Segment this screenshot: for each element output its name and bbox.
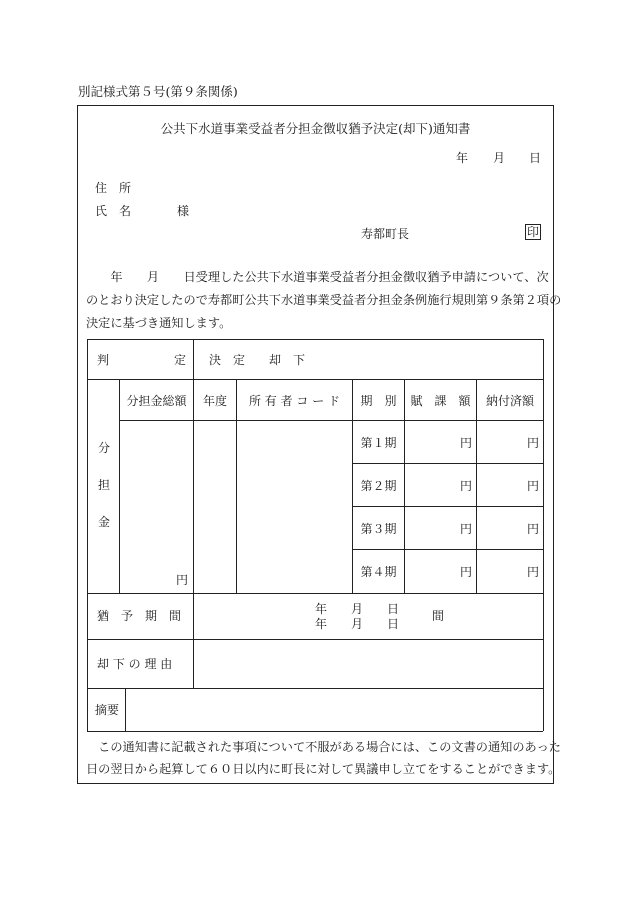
share-label-char: 担 bbox=[98, 478, 111, 492]
date-day: 日 bbox=[529, 151, 542, 165]
date-year: 年 bbox=[456, 151, 469, 165]
remarks-label: 摘要 bbox=[95, 703, 120, 717]
share-label-char: 金 bbox=[98, 515, 111, 529]
total-unit: 円 bbox=[176, 573, 189, 587]
header-levy: 賦 課 額 bbox=[410, 394, 471, 408]
grace-between: 間 bbox=[432, 609, 445, 623]
paid-unit: 円 bbox=[527, 479, 540, 493]
period-label: 第１期 bbox=[360, 436, 397, 450]
header-owner-code: 所 有 者 コ ー ド bbox=[248, 394, 341, 408]
issuer: 寿都町長 bbox=[361, 227, 410, 241]
header-period: 期 別 bbox=[360, 394, 397, 408]
share-label-char: 分 bbox=[98, 441, 111, 455]
body-line-2: のとおり決定したので寿都町公共下水道事業受益者分担金条例施行規則第９条第２項の bbox=[86, 293, 562, 307]
address-label: 住 所 bbox=[95, 181, 132, 195]
grace-from: 年 月 日 bbox=[315, 602, 400, 616]
name-label: 氏 名 bbox=[95, 204, 132, 218]
form-label: 別記様式第５号(第９条関係) bbox=[78, 84, 238, 99]
paid-unit: 円 bbox=[527, 565, 540, 579]
levy-unit: 円 bbox=[460, 522, 473, 536]
seal-mark: 印 bbox=[526, 225, 539, 239]
header-paid: 納付済額 bbox=[485, 394, 534, 408]
judgment-label-2: 定 bbox=[174, 353, 187, 367]
header-total: 分担金総額 bbox=[126, 394, 187, 408]
period-label: 第４期 bbox=[360, 565, 397, 579]
body-line-1: 年 月 日受理した公共下水道事業受益者分担金徴収猶予申請について、次 bbox=[86, 270, 549, 284]
paid-unit: 円 bbox=[527, 436, 540, 450]
levy-unit: 円 bbox=[460, 565, 473, 579]
footer-line-1: この通知書に記載された事項について不服がある場合には、この文書の通知のあった bbox=[86, 740, 561, 754]
grace-label: 猶 予 期 間 bbox=[97, 609, 182, 623]
levy-unit: 円 bbox=[460, 436, 473, 450]
paid-unit: 円 bbox=[527, 522, 540, 536]
period-label: 第３期 bbox=[360, 522, 397, 536]
page-title: 公共下水道事業受益者分担金徴収猶予決定(却下)通知書 bbox=[160, 121, 471, 136]
judgment-label-1: 判 bbox=[97, 353, 110, 367]
grace-to: 年 月 日 bbox=[315, 617, 400, 631]
header-fiscal-year: 年度 bbox=[202, 394, 227, 408]
date-month: 月 bbox=[493, 151, 506, 165]
reject-label: 却 下 の 理 由 bbox=[97, 657, 173, 671]
judgment-options: 決 定 却 下 bbox=[209, 353, 306, 367]
footer-line-2: 日の翌日から起算して６０日以内に町長に対して異議申し立てをすることができます。 bbox=[86, 762, 561, 776]
levy-unit: 円 bbox=[460, 479, 473, 493]
period-label: 第２期 bbox=[360, 479, 397, 493]
body-line-3: 決定に基づき通知します。 bbox=[86, 316, 232, 330]
honorific: 様 bbox=[177, 204, 190, 218]
notice-frame bbox=[77, 105, 562, 784]
